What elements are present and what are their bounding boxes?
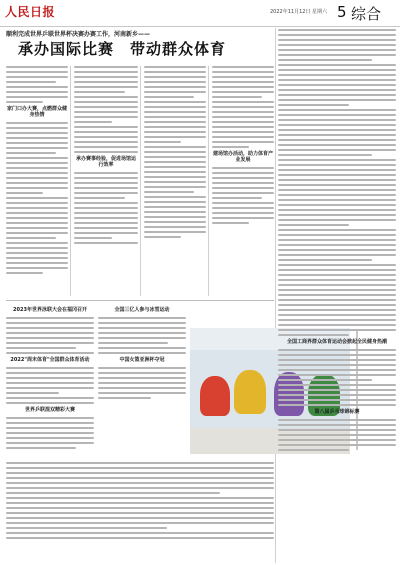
brief-title-1: 2023年世界泳联大会在福冈召开 xyxy=(13,307,87,313)
column-divider xyxy=(70,66,71,296)
newspaper-logo: 人民日报 xyxy=(5,5,56,19)
lead-column-3 xyxy=(144,66,206,296)
bottom-articles xyxy=(6,462,274,562)
right-headline: 全国工商界群众体育运动会掀起全民健身热潮 xyxy=(286,339,387,345)
right-column xyxy=(278,29,396,559)
lead-kicker: 顺利完成世界乒联世界杯决赛办赛工作，河南新乡—— xyxy=(6,31,151,38)
brief-title-2: 全国三亿人参与冰雪运动 xyxy=(114,307,170,313)
lead-column-1 xyxy=(6,66,68,296)
lead-subhead-1: 家门口办大赛，点燃群众健身热情 xyxy=(6,106,67,118)
lead-subhead-3: 建场馆办活动，助力体育产业发展 xyxy=(212,151,273,163)
lead-column-2 xyxy=(74,66,138,296)
column-divider xyxy=(208,66,209,296)
section-rule xyxy=(6,300,274,301)
lead-column-4 xyxy=(212,66,274,296)
brief-title-4: 2022"周末体育"全国群众体育活动 xyxy=(10,357,90,363)
lead-title: 承办国际比赛 带动群众体育 xyxy=(18,40,227,58)
column-divider xyxy=(140,66,141,296)
section-number: 5 xyxy=(337,3,347,21)
section-name: 综合 xyxy=(351,5,382,23)
brief-title-5: 世界乒联混双精彩大赛 xyxy=(24,407,75,413)
briefs-column-2 xyxy=(98,304,186,424)
masthead xyxy=(0,0,400,27)
column-divider xyxy=(275,28,276,563)
brief-title-3: 中国女篮亚洲杯夺冠 xyxy=(119,357,165,363)
lead-subhead-2: 承办赛事经验，促进场馆运行效率 xyxy=(75,156,136,168)
right-subhead: 第八届乒乓球锦标赛 xyxy=(314,409,360,415)
issue-date: 2022年11月12日 星期六 xyxy=(270,9,328,15)
